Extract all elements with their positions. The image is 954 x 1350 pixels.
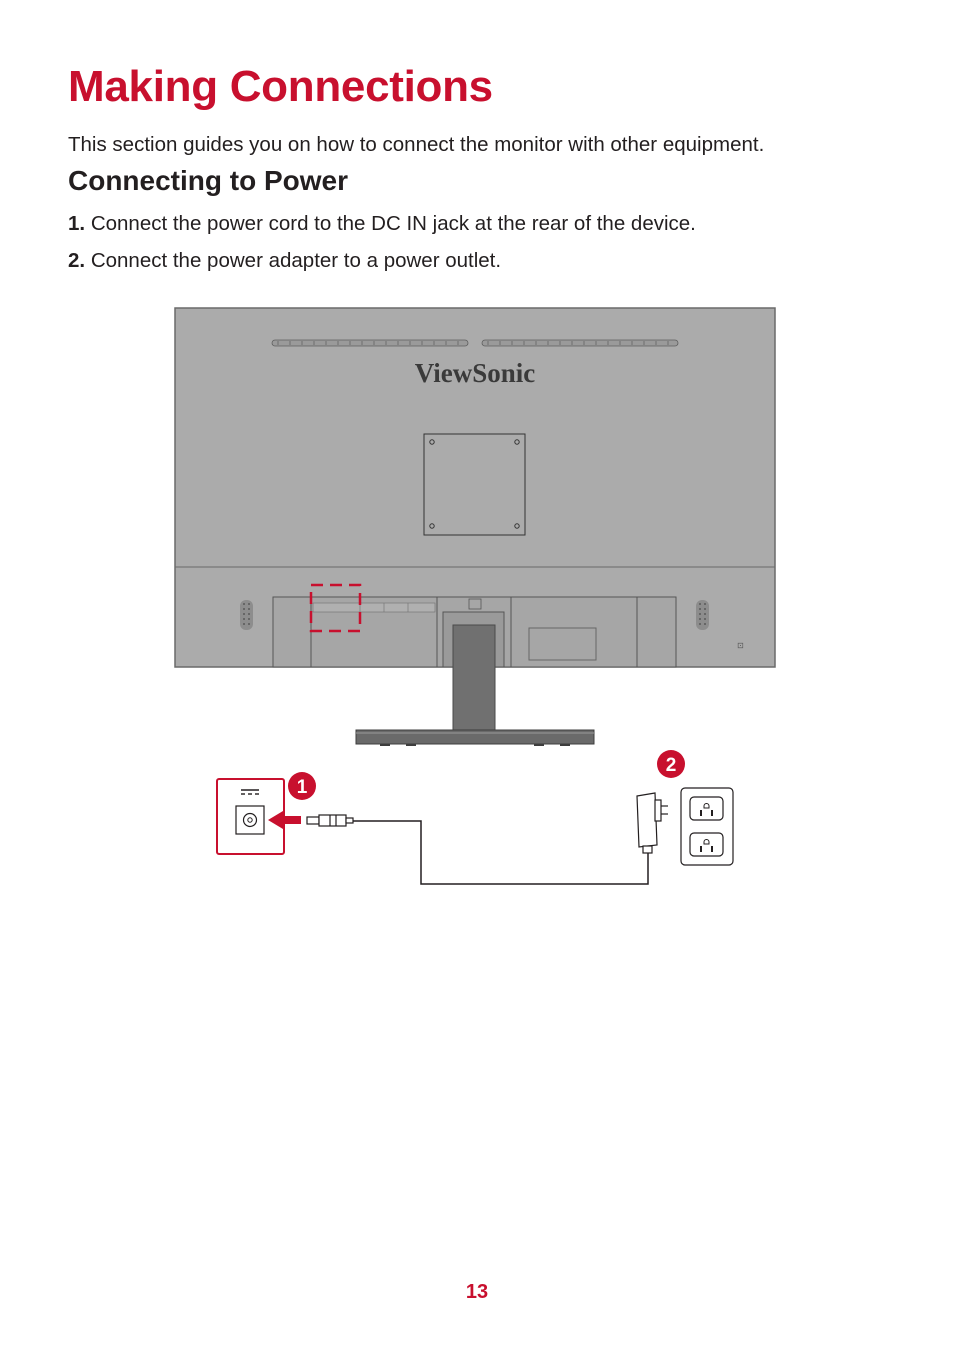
stand-base bbox=[356, 730, 594, 744]
power-outlet-icon bbox=[681, 788, 733, 865]
power-cable bbox=[353, 821, 648, 884]
step-text: Connect the power adapter to a power outlet. bbox=[90, 249, 502, 272]
page-title: Making Connections bbox=[68, 62, 493, 111]
callout-number: 2 bbox=[665, 755, 677, 776]
brand-logo: ViewSonic bbox=[414, 358, 536, 388]
callout-number: 1 bbox=[296, 777, 308, 798]
callout-badge-2 bbox=[657, 750, 685, 778]
intro-text: This section guides you on how to connect the monitor with other equipment. bbox=[68, 133, 765, 156]
power-adapter-icon bbox=[637, 793, 668, 853]
step-number: 2. bbox=[68, 249, 86, 272]
section-title: Connecting to Power bbox=[68, 165, 348, 196]
dc-plug-icon bbox=[307, 815, 353, 826]
stand-neck bbox=[453, 625, 495, 730]
speaker-right bbox=[696, 600, 709, 630]
callout-badge-1 bbox=[288, 772, 316, 800]
vesa-mount-plate bbox=[424, 434, 525, 535]
step-number: 1. bbox=[68, 212, 86, 235]
step-text: Connect the power cord to the DC IN jack at the rear of the device. bbox=[90, 212, 696, 235]
speaker-left bbox=[240, 600, 253, 630]
lock-icon: ⊡ bbox=[737, 641, 744, 650]
dc-in-jack-icon bbox=[236, 806, 264, 834]
monitor-rear bbox=[175, 308, 775, 746]
vent-left bbox=[272, 340, 468, 346]
page-number: 13 bbox=[465, 1281, 489, 1303]
vent-right bbox=[482, 340, 678, 346]
